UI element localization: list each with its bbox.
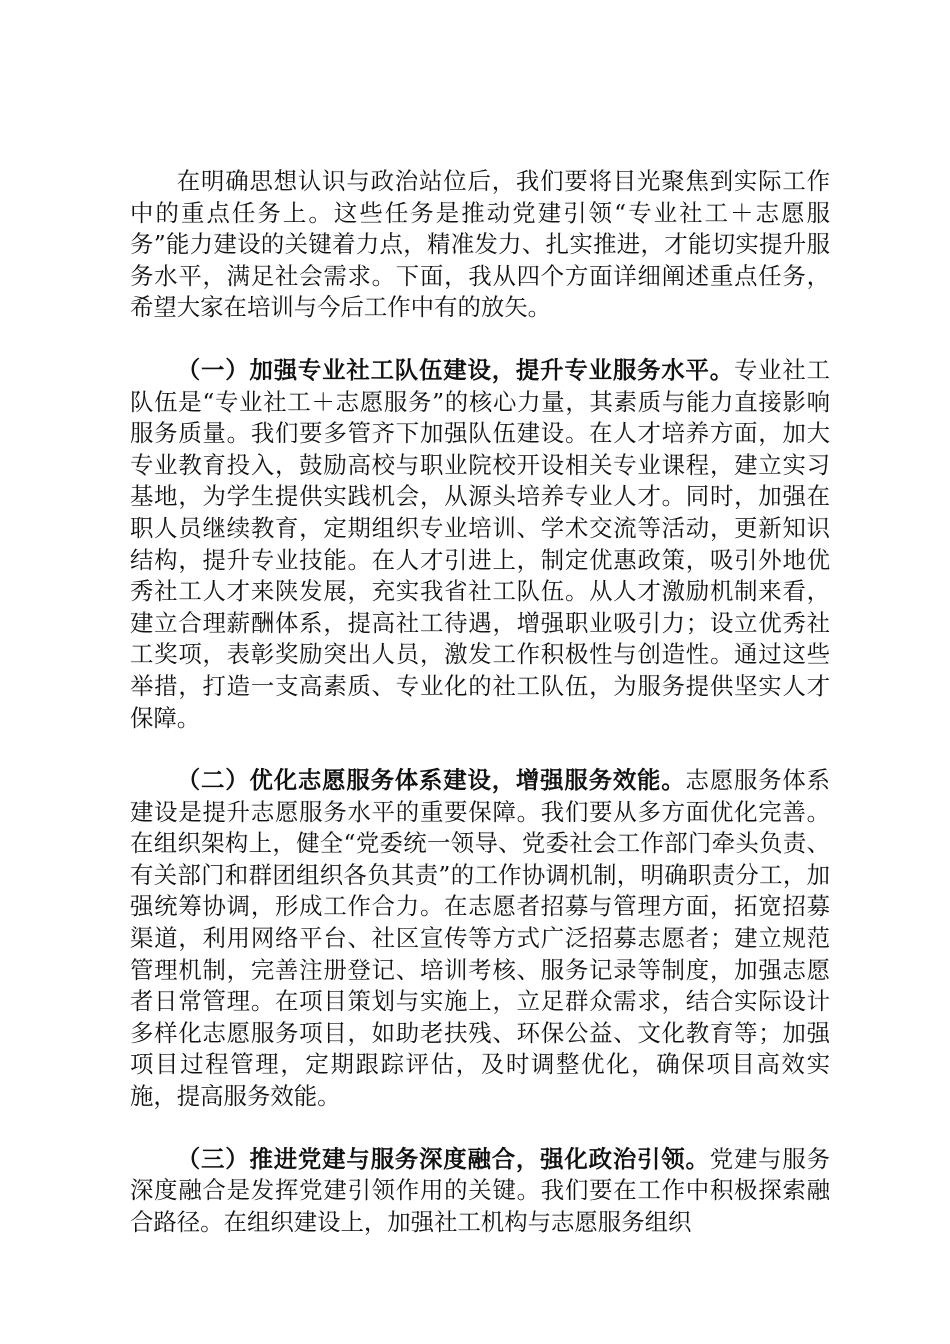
task-one-paragraph	[130, 355, 830, 734]
task-one-text: 专业社工队伍是“专业社工＋志愿服务”的核心力量，其素质与能力直接影响服务质量。我们要多管齐下加强队伍建设。在人才培养方面，加大专业教育投入，鼓励高校与职业院校开设相关专业课程，建立实习基地，为学生提供实践机会，从源头培养专业人才。同时，加强在职人员继续教育，定期组织专业培训、学术交流等活动，更新知识结构，提升专业技能。在人才引进上，制定优惠政策，吸引外地优秀社工人才来陕发展，充实我省社工队伍。从人才激励机制来看，建立合理薪酬体系，提高社工待遇，增强职业吸引力；设立优秀社工奖项，表彰奖励突出人员，激发工作积极性与创造性。通过这些举措，打造一支高素质、专业化的社工队伍，为服务提供坚实人才保障。	[130, 355, 830, 732]
paragraph-text: 在明确思想认识与政治站位后，我们要将目光聚焦到实际工作中的重点任务上。这些任务是推动党建引领“专业社工＋志愿服务”能力建设的关键着力点，精准发力、扎实推进，才能切实提升服务水平，满足社会需求。下面，我从四个方面详细阐述重点任务，希望大家在培训与今后工作中有的放矢。	[130, 167, 830, 322]
task-one-heading: （一）加强专业社工队伍建设，提升专业服务水平。	[176, 355, 734, 384]
task-three-paragraph	[130, 1144, 830, 1239]
task-three-heading: （三）推进党建与服务深度融合，强化政治引领。	[176, 1144, 710, 1173]
document-body	[130, 166, 830, 1269]
task-two-heading: （二）优化志愿服务体系建设，增强服务效能。	[176, 766, 686, 795]
task-two-paragraph	[130, 765, 830, 1113]
task-three-text: 党建与服务深度融合是发挥党建引领作用的关键。我们要在工作中积极探索融合路径。在组织建设上，加强社工机构与志愿服务组织	[130, 1144, 831, 1236]
task-two-text: 志愿服务体系建设是提升志愿服务水平的重要保障。我们要从多方面优化完善。在组织架构上，健全“党委统一领导、党委社会工作部门牵头负责、有关部门和群团组织各负其责”的工作协调机制，明确职责分工，加强统筹协调，形成工作合力。在志愿者招募与管理方面，拓宽招募渠道，利用网络平台、社区宣传等方式广泛招募志愿者；建立规范管理机制，完善注册登记、培训考核、服务记录等制度，加强志愿者日常管理。在项目策划与实施上，立足群众需求，结合实际设计多样化志愿服务项目，如助老扶残、环保公益、文化教育等；加强项目过程管理，定期跟踪评估，及时调整优化，确保项目高效实施，提高服务效能。	[130, 766, 831, 1111]
intro-paragraph	[130, 166, 830, 324]
